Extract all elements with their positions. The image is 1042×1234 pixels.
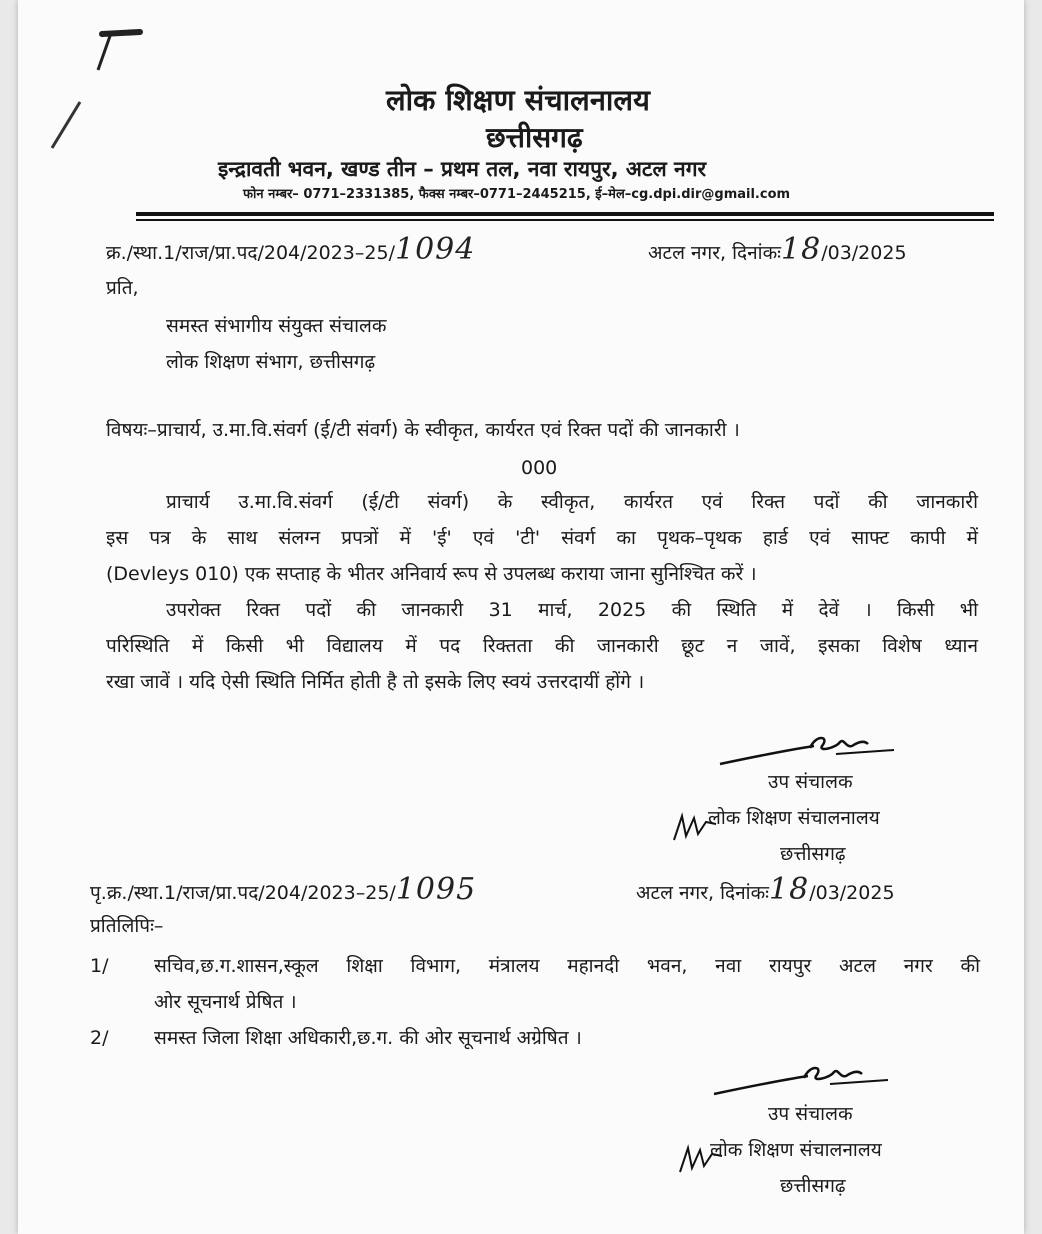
copy-item-2-line1: समस्त जिला शिक्षा अधिकारी,छ.ग. की ओर सूचनार्थ अग्रेषित । bbox=[154, 1027, 582, 1049]
copy-item-2-number: 2/ bbox=[90, 1027, 109, 1049]
office-title: लोक शिक्षण संचालनालय bbox=[386, 83, 650, 117]
date-day: 18 bbox=[781, 232, 822, 267]
date-line bbox=[648, 232, 907, 271]
header-rule-thin bbox=[136, 219, 994, 221]
header-rule bbox=[136, 212, 994, 216]
signature-1-designation: उप संचालक bbox=[768, 771, 853, 793]
para1-line3: (Devleys 010) एक सप्ताह के भीतर अनिवार्य रूप से उपलब्ध कराया जाना सुनिश्चित करें । bbox=[106, 563, 757, 585]
office-contact: फोन नम्बर– 0771–2331385, फैक्स नम्बर–0771–2445215, ई–मेल–cg.dpi.dir@gmail.com bbox=[243, 187, 791, 202]
para1-line2: इस पत्र के साथ संलग्न प्रपत्रों में 'ई' एवं 'टी' संवर्ग का पृथक–पृथक हार्ड एवं साफ्ट कापी में bbox=[106, 527, 978, 549]
copy-reference-line bbox=[90, 872, 476, 911]
signature-2-designation: उप संचालक bbox=[768, 1103, 853, 1125]
signature-2-office: लोक शिक्षण संचालनालय bbox=[710, 1139, 882, 1161]
copy-reference-number: 1095 bbox=[395, 872, 477, 907]
copy-item-1-line2: ओर सूचनार्थ प्रेषित । bbox=[154, 991, 297, 1013]
place-date-label: अटल नगर, दिनांकः bbox=[648, 242, 782, 264]
signature-1-state: छत्तीसगढ़ bbox=[780, 843, 846, 865]
signature-1-office: लोक शिक्षण संचालनालय bbox=[708, 807, 880, 829]
separator: 000 bbox=[521, 457, 558, 479]
copy-date-line bbox=[636, 872, 895, 911]
para2-line3: रखा जावें । यदि ऐसी स्थिति निर्मित होती है तो इसके लिए स्वयं उत्तरदायीं होंगे । bbox=[106, 671, 645, 693]
para2-line1: उपरोक्त रिक्त पदों की जानकारी 31 मार्च, 2025 की स्थिति में देवें । किसी भी bbox=[166, 599, 978, 621]
copy-date-rest: /03/2025 bbox=[809, 882, 895, 904]
subject-line: विषयः–प्राचार्य, उ.मा.वि.संवर्ग (ई/टी संवर्ग) के स्वीकृत, कार्यरत एवं रिक्त पदों की जानकारी । bbox=[106, 419, 740, 441]
copy-reference-prefix: पृ.क्र./स्था.1/राज/प्रा.पद/204/2023–25/ bbox=[90, 882, 396, 904]
reference-prefix: क्र./स्था.1/राज/प्रा.पद/204/2023–25/ bbox=[106, 242, 395, 264]
copy-label: प्रतिलिपिः– bbox=[90, 915, 164, 937]
recipient-line1: समस्त संभागीय संयुक्त संचालक bbox=[166, 315, 387, 337]
reference-number: 1094 bbox=[394, 232, 476, 267]
reference-line bbox=[106, 232, 475, 271]
signature-2-state: छत्तीसगढ़ bbox=[780, 1175, 846, 1197]
state-title: छत्तीसगढ़ bbox=[486, 121, 583, 154]
letter-page bbox=[18, 0, 1024, 1234]
recipient-line2: लोक शिक्षण संभाग, छत्तीसगढ़ bbox=[166, 351, 376, 373]
para2-line2: परिस्थिति में किसी भी विद्यालय में पद रिक्तता की जानकारी छूट न जावें, इसका विशेष ध्यान bbox=[106, 635, 978, 657]
date-rest: /03/2025 bbox=[821, 242, 907, 264]
copy-item-1-line1: सचिव,छ.ग.शासन,स्कूल शिक्षा विभाग, मंत्रालय महानदी भवन, नवा रायपुर अटल नगर की bbox=[154, 955, 980, 977]
copy-date-day: 18 bbox=[769, 872, 810, 907]
office-address: इन्द्रावती भवन, खण्ड तीन – प्रथम तल, नवा रायपुर, अटल नगर bbox=[218, 157, 707, 181]
punch-mark-icon bbox=[40, 22, 150, 152]
signature-2-icon bbox=[712, 1060, 892, 1100]
copy-item-1-number: 1/ bbox=[90, 955, 109, 977]
to-label: प्रति, bbox=[106, 277, 139, 299]
copy-place-date-label: अटल नगर, दिनांकः bbox=[636, 882, 770, 904]
para1-line1: प्राचार्य उ.मा.वि.संवर्ग (ई/टी संवर्ग) के स्वीकृत, कार्यरत एवं रिक्त पदों की जानकारी bbox=[166, 491, 978, 513]
